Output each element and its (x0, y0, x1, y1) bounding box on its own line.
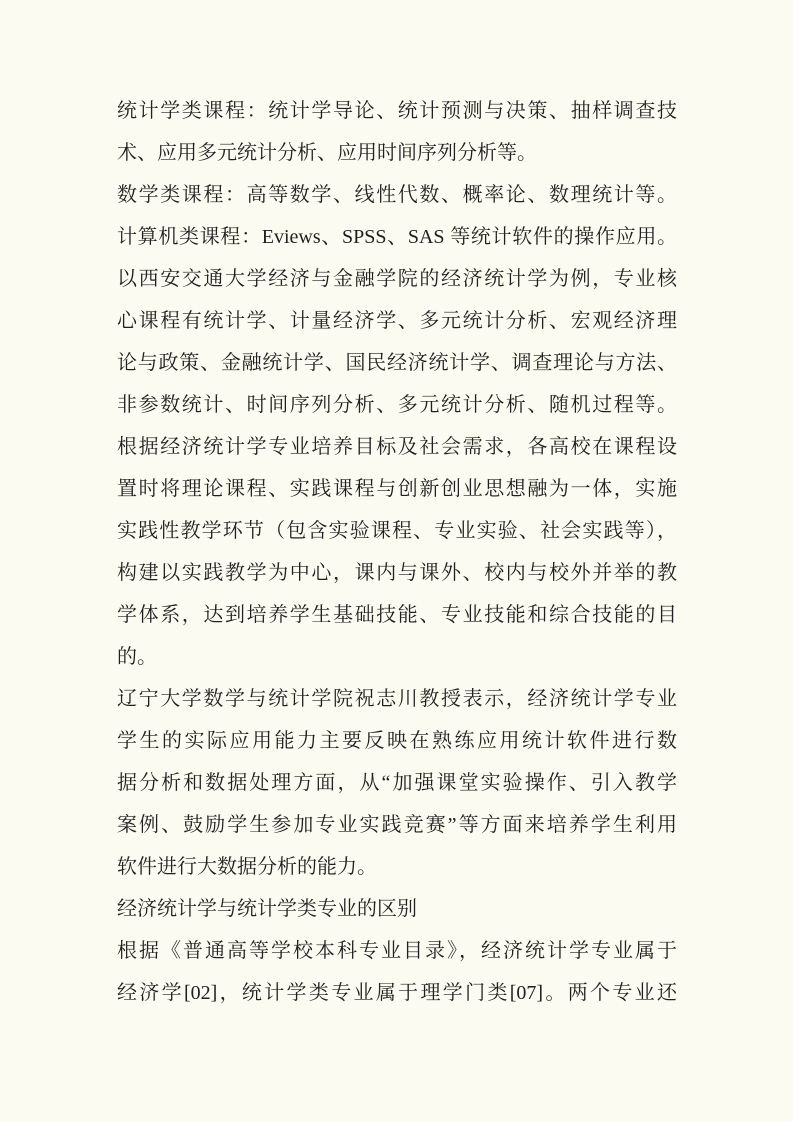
text-line: 经济学[02]，统计学类专业属于理学门类[07]。两个专业还 (117, 982, 677, 1004)
text-line: 论与政策、金融统计学、国民经济统计学、调查理论与方法、 (117, 352, 677, 374)
text-line: 非参数统计、时间序列分析、多元统计分析、随机过程等。 (117, 394, 677, 416)
text-line: 统计学类课程：统计学导论、统计预测与决策、抽样调查技 (117, 100, 677, 122)
text-line: 心课程有统计学、计量经济学、多元统计分析、宏观经济理 (117, 310, 677, 332)
text-line: 根据《普通高等学校本科专业目录》，经济统计学专业属于 (117, 940, 677, 962)
text-line: 实践性教学环节（包含实验课程、专业实验、社会实践等）， (117, 520, 677, 542)
text-line: 构建以实践教学为中心，课内与课外、校内与校外并举的教 (117, 562, 677, 584)
text-line: 案例、鼓励学生参加专业实践竞赛”等方面来培养学生利用 (117, 814, 677, 836)
text-line: 学体系，达到培养学生基础技能、专业技能和综合技能的目 (117, 604, 677, 626)
text-line: 辽宁大学数学与统计学院祝志川教授表示，经济统计学专业 (117, 688, 677, 710)
text-block (117, 90, 677, 1014)
text-line: 软件进行大数据分析的能力。 (117, 856, 377, 878)
text-line: 置时将理论课程、实践课程与创新创业思想融为一体，实施 (117, 478, 677, 500)
text-line: 数学类课程：高等数学、线性代数、概率论、数理统计等。 (117, 184, 677, 206)
text-line: 计算机类课程：Eviews、SPSS、SAS 等统计软件的操作应用。 (117, 226, 677, 248)
section-heading: 经济统计学与统计学类专业的区别 (117, 898, 417, 920)
text-line: 据分析和数据处理方面，从“加强课堂实验操作、引入教学 (117, 772, 677, 794)
text-line: 的。 (117, 646, 157, 668)
text-line: 学生的实际应用能力主要反映在熟练应用统计软件进行数 (117, 730, 677, 752)
text-line: 以西安交通大学经济与金融学院的经济统计学为例，专业核 (117, 268, 677, 290)
text-line: 根据经济统计学专业培养目标及社会需求，各高校在课程设 (117, 436, 677, 458)
text-line: 术、应用多元统计分析、应用时间序列分析等。 (117, 142, 537, 164)
